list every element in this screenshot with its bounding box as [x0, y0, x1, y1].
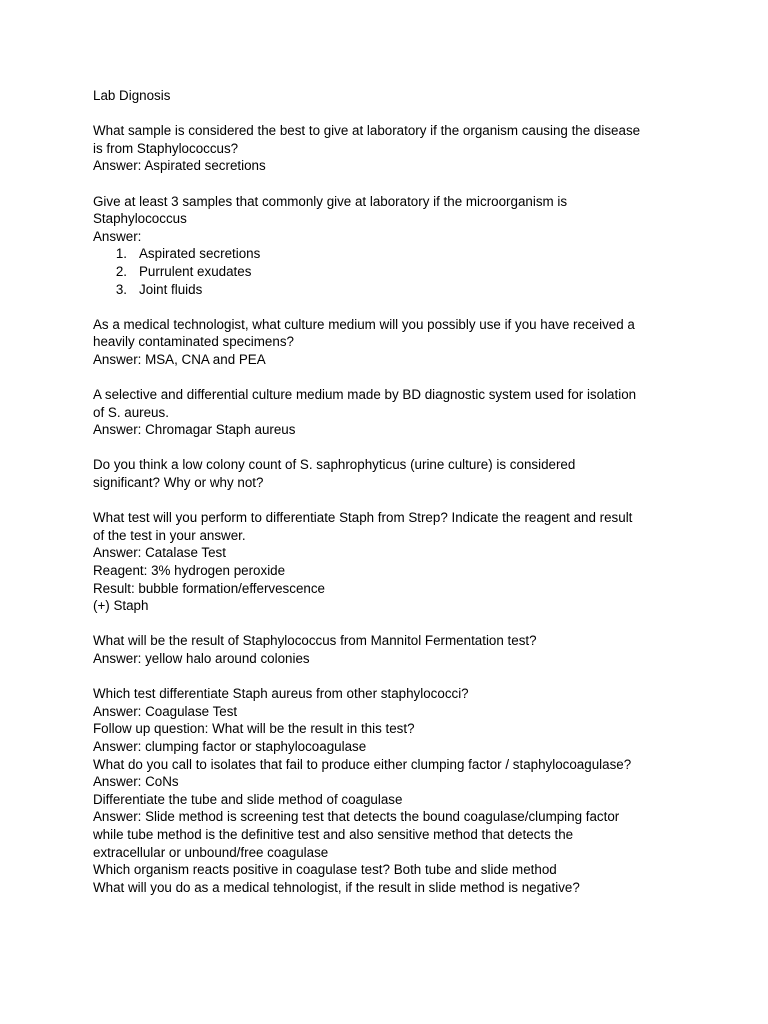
- question-line: What will be the result of Staphylococcus from Mannitol Fermentation test?: [93, 633, 537, 649]
- answer-line: Answer: Aspirated secretions: [93, 158, 266, 174]
- question-coagulase: [93, 685, 683, 896]
- question-line: What do you call to isolates that fail to produce either clumping factor / staphylocoagulase?: [93, 756, 632, 772]
- answer-line: Answer: Catalase Test: [93, 545, 226, 561]
- document-body: [93, 87, 683, 896]
- answer-line: Answer: yellow halo around colonies: [93, 651, 310, 666]
- list-number: 1.: [115, 246, 127, 262]
- list-text: Joint fluids: [139, 281, 203, 297]
- question-line: Differentiate the tube and slide method of coagulase: [93, 791, 403, 807]
- spacer: [93, 298, 683, 316]
- question-colony-count: [93, 456, 683, 491]
- question-line: Do you think a low colony count of S. saphrophyticus (urine culture) is considered: [93, 457, 576, 473]
- sample-list: [93, 245, 683, 298]
- answer-line: Answer: clumping factor or staphylocoagulase: [93, 738, 367, 754]
- spacer: [93, 105, 683, 123]
- question-best-sample: [93, 122, 683, 175]
- spacer: [93, 439, 683, 457]
- document-title: Lab Dignosis: [93, 88, 171, 103]
- question-line: Staphylococcus: [93, 211, 187, 227]
- question-line: Which organism reacts positive in coagulase test? Both tube and slide method: [93, 862, 557, 878]
- list-item: [93, 263, 683, 281]
- list-number: 3.: [115, 281, 127, 297]
- question-staph-vs-strep: [93, 509, 683, 615]
- question-line: heavily contaminated specimens?: [93, 334, 294, 350]
- spacer: [93, 668, 683, 686]
- question-line: Which test differentiate Staph aureus from other staphylococci?: [93, 686, 469, 702]
- answer-line: extracellular or unbound/free coagulase: [93, 844, 329, 860]
- question-line: What will you do as a medical tehnologist, if the result in slide method is negative?: [93, 879, 580, 895]
- question-line: of S. aureus.: [93, 404, 169, 420]
- question-line: Follow up question: What will be the result in this test?: [93, 721, 415, 737]
- answer-line: (+) Staph: [93, 598, 149, 614]
- question-line: What sample is considered the best to give at laboratory if the organism causing the disease: [93, 123, 641, 139]
- spacer: [93, 615, 683, 633]
- question-mannitol: [93, 632, 683, 667]
- list-number: 2.: [115, 263, 127, 279]
- question-line: significant? Why or why not?: [93, 475, 264, 491]
- answer-line: Reagent: 3% hydrogen peroxide: [93, 563, 286, 579]
- question-selective-medium: [93, 386, 683, 439]
- question-line: A selective and differential culture medium made by BD diagnostic system used for isolation: [93, 387, 637, 403]
- question-line: What test will you perform to differentiate Staph from Strep? Indicate the reagent and result: [93, 510, 633, 526]
- question-line: As a medical technologist, what culture medium will you possibly use if you have received a: [93, 316, 635, 332]
- answer-line: while tube method is the definitive test and also sensitive method that detects the: [93, 826, 574, 842]
- answer-line: Answer: Chromagar Staph aureus: [93, 422, 296, 438]
- list-item: [93, 281, 683, 299]
- spacer: [93, 492, 683, 510]
- spacer: [93, 175, 683, 193]
- list-text: Purrulent exudates: [139, 263, 252, 279]
- answer-line: Answer: Slide method is screening test that detects the bound coagulase/clumping factor: [93, 809, 620, 825]
- question-line: is from Staphylococcus?: [93, 140, 239, 156]
- answer-line: Answer:: [93, 228, 142, 244]
- question-three-samples: [93, 193, 683, 299]
- answer-line: Answer: MSA, CNA and PEA: [93, 351, 266, 367]
- answer-line: Answer: CoNs: [93, 774, 179, 790]
- answer-line: Result: bubble formation/effervescence: [93, 580, 325, 596]
- list-item: [93, 245, 683, 263]
- question-line: of the test in your answer.: [93, 527, 246, 543]
- spacer: [93, 369, 683, 387]
- answer-line: Answer: Coagulase Test: [93, 703, 238, 719]
- question-line: Give at least 3 samples that commonly give at laboratory if the microorganism is: [93, 193, 568, 209]
- question-culture-medium: [93, 316, 683, 369]
- list-text: Aspirated secretions: [139, 246, 261, 262]
